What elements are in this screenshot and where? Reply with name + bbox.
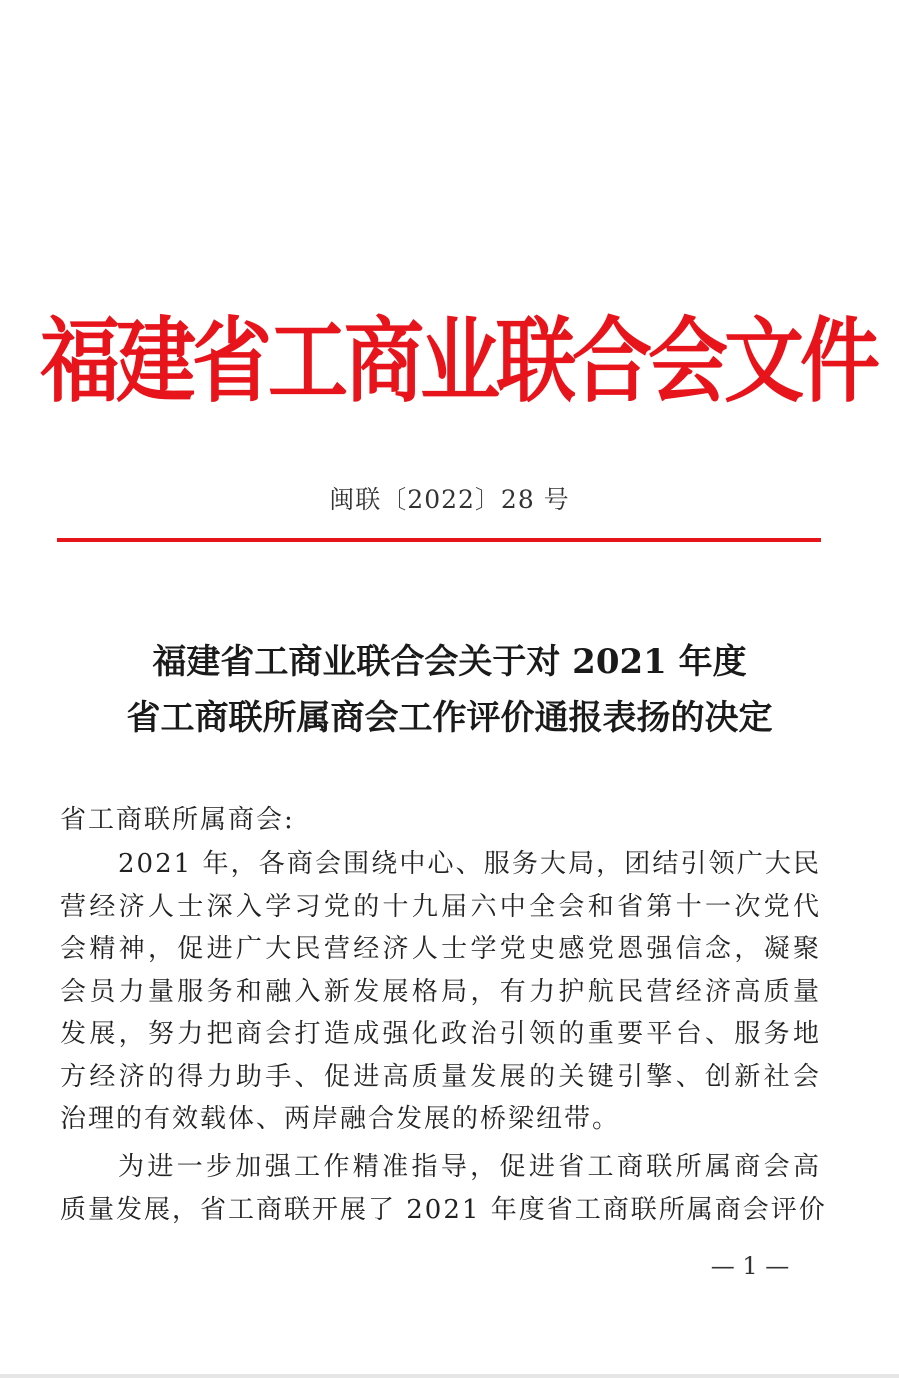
masthead-title: 福建省工商业联合会文件 (40, 306, 876, 416)
body-paragraph-2 (60, 1146, 827, 1231)
document-title-line-2: 省工商联所属商会工作评价通报表扬的决定 (126, 698, 773, 738)
paragraph-line: 会精神，促进广大民营经济人士学党史感党恩强信念，凝聚 (60, 934, 821, 964)
page-number: — 1 — (710, 1252, 790, 1280)
paragraph-line: 发展，努力把商会打造成强化政治引领的重要平台、服务地 (60, 1019, 821, 1049)
document-title-line-1: 福建省工商业联合会关于对 2021 年度 (152, 642, 747, 682)
paragraph-line: 会员力量服务和融入新发展格局，有力护航民营经济高质量 (60, 976, 821, 1007)
paragraph-line: 营经济人士深入学习党的十九届六中全会和省第十一次党代 (60, 891, 821, 922)
document-number: 闽联〔2022〕28 号 (329, 485, 570, 514)
paragraph-line: 质量发展，省工商联开展了 2021 年度省工商联所属商会评价 (60, 1194, 827, 1225)
paragraph-line: 治理的有效载体、两岸融合发展的桥梁纽带。 (60, 1104, 621, 1134)
paragraph-line: 2021 年，各商会围绕中心、服务大局，团结引领广大民 (118, 849, 821, 879)
salutation: 省工商联所属商会: (60, 805, 295, 835)
paragraph-line: 为进一步加强工作精准指导，促进省工商联所属商会高 (118, 1152, 821, 1182)
body-paragraph-1 (60, 843, 821, 1141)
red-divider-line (57, 538, 821, 542)
page-bottom-edge (0, 1374, 899, 1378)
paragraph-line: 方经济的得力助手、促进高质量发展的关键引擎、创新社会 (60, 1061, 821, 1092)
